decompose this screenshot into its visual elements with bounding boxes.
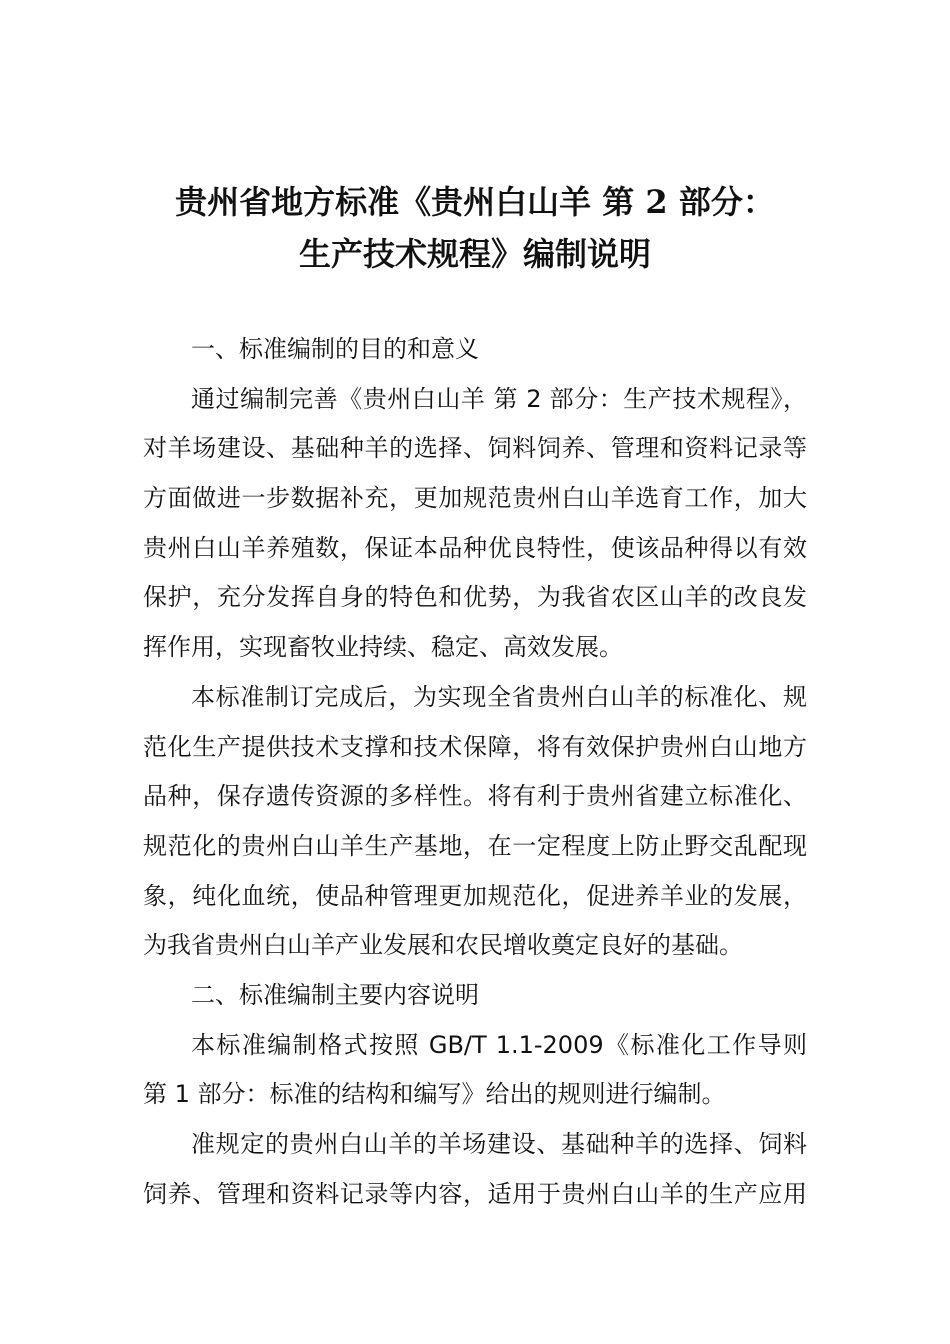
section-heading: 二、标准编制主要内容说明 — [191, 980, 479, 1009]
body-text-line: 品种，保存遗传资源的多样性。将有利于贵州省建立标准化、 — [143, 782, 807, 811]
body-text-line: 象，纯化血统，使品种管理更加规范化，促进养羊业的发展， — [143, 881, 807, 910]
body-text-line: 本标准编制格式按照 GB/T 1.1-2009《标准化工作导则 — [191, 1030, 807, 1059]
body-text-line: 本标准制订完成后，为实现全省贵州白山羊的标准化、规 — [191, 682, 807, 711]
document-body — [143, 325, 807, 1219]
body-text-line: 对羊场建设、基础种羊的选择、饲料饲养、管理和资料记录等 — [143, 434, 807, 463]
body-text-line: 准规定的贵州白山羊的羊场建设、基础种羊的选择、饲料 — [191, 1130, 807, 1158]
body-text-line: 挥作用，实现畜牧业持续、稳定、高效发展。 — [143, 633, 623, 662]
document-title — [100, 176, 850, 280]
body-text-line: 第 1 部分：标准的结构和编写》给出的规则进行编制。 — [143, 1080, 726, 1109]
body-text-line: 方面做进一步数据补充，更加规范贵州白山羊选育工作，加大 — [143, 484, 807, 513]
body-text-line: 保护，充分发挥自身的特色和优势，为我省农区山羊的改良发 — [143, 583, 807, 612]
title-line-1: 贵州省地方标准《贵州白山羊 第 2 部分： — [175, 183, 775, 221]
title-line-2: 生产技术规程》编制说明 — [298, 235, 651, 273]
body-text-line: 范化生产提供技术支撑和技术保障，将有效保护贵州白山地方 — [143, 732, 807, 761]
body-text-line: 为我省贵州白山羊产业发展和农民增收奠定良好的基础。 — [143, 931, 743, 960]
section-heading: 一、标准编制的目的和意义 — [191, 335, 479, 363]
body-text-line: 贵州白山羊养殖数，保证本品种优良特性，使该品种得以有效 — [143, 533, 807, 562]
body-text-line: 饲养、管理和资料记录等内容，适用于贵州白山羊的生产应用 — [143, 1179, 807, 1208]
body-text-line: 通过编制完善《贵州白山羊 第 2 部分：生产技术规程》， — [191, 384, 807, 413]
body-text-line: 规范化的贵州白山羊生产基地，在一定程度上防止野交乱配现 — [143, 831, 807, 860]
